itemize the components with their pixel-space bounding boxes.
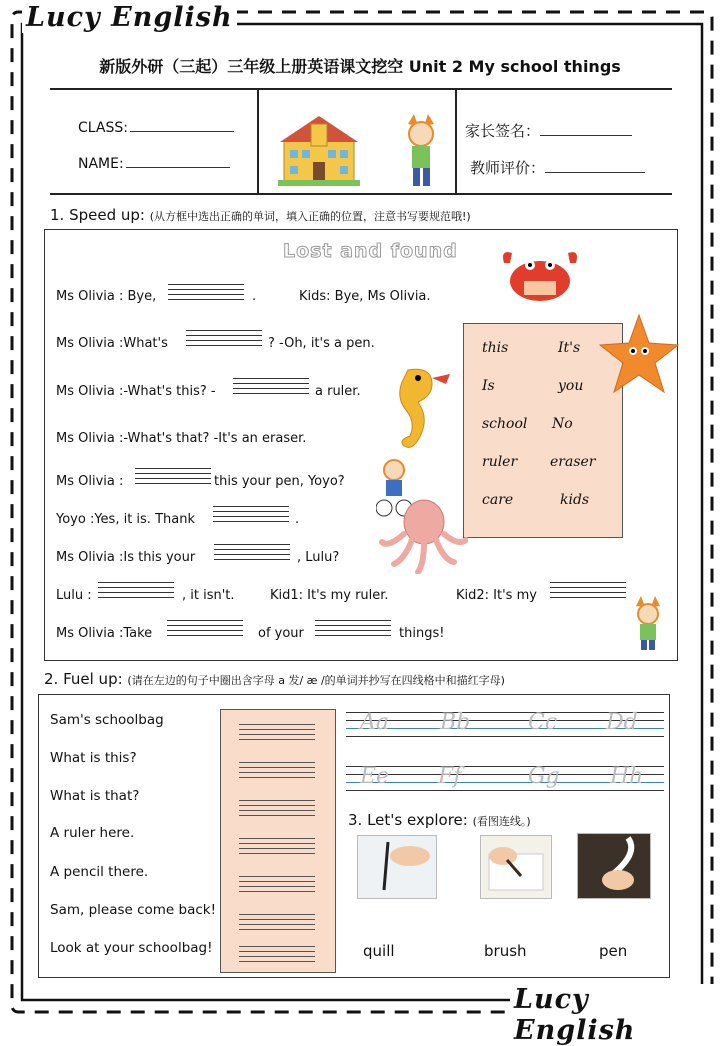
copy-writing-column	[220, 709, 336, 973]
word-option[interactable]: you	[558, 378, 584, 394]
school-building-icon	[278, 110, 360, 188]
dialogue-line-7a: Ms Olivia :Is this your	[56, 550, 196, 565]
header-bottom-rule	[50, 193, 672, 195]
parent-signature-label: 家长签名：	[465, 122, 541, 140]
parent-signature-field[interactable]	[465, 120, 632, 141]
blank-3[interactable]	[233, 378, 309, 398]
header-top-rule	[50, 88, 672, 90]
dialogue-line-9c: things!	[399, 626, 445, 641]
brand-logo-top: Lucy English	[22, 2, 237, 33]
trace-letter: Ee	[360, 764, 390, 789]
dialogue-line-8c: Kid1: It's my ruler.	[270, 588, 389, 603]
word-option[interactable]: No	[552, 416, 573, 432]
dialogue-line-8a: Lulu :	[56, 588, 92, 603]
word-option[interactable]: kids	[560, 492, 590, 508]
dialogue-line-4: Ms Olivia :-What's that? -It's an eraser.	[56, 431, 307, 446]
sentence-item: What is this?	[50, 750, 137, 766]
word-option[interactable]: this	[482, 340, 509, 356]
section1-note: (从方框中选出正确的单词，填入正确的位置，注意书写要规范哦!)	[149, 210, 471, 223]
brand-logo-bottom: Lucy English	[510, 984, 724, 1046]
four-line-grid[interactable]	[239, 946, 315, 966]
dialogue-line-3a: Ms Olivia :-What's this? -	[56, 384, 216, 399]
sentence-item: A ruler here.	[50, 825, 135, 841]
blank-5[interactable]	[135, 468, 211, 488]
trace-letter: Gg	[528, 764, 560, 789]
blank-6[interactable]	[213, 506, 289, 526]
photo-brush-writing[interactable]	[480, 835, 552, 899]
trace-letter: Aa	[360, 710, 390, 735]
trace-letter: Cc	[528, 710, 558, 735]
dialogue-line-8d: Kid2: It's my	[456, 588, 537, 603]
four-line-grid[interactable]	[239, 762, 315, 782]
dialogue-line-1b: .	[252, 289, 257, 304]
four-line-grid[interactable]	[239, 724, 315, 744]
dialogue-line-6a: Yoyo :Yes, it is. Thank	[56, 512, 195, 527]
trace-letter: Dd	[606, 710, 638, 735]
four-line-grid[interactable]	[239, 914, 315, 934]
trace-letter: Bb	[440, 710, 471, 735]
word-option[interactable]: ruler	[482, 454, 518, 470]
dialogue-line-9b: of your	[258, 626, 304, 641]
section3-note: (看图连线。)	[472, 815, 531, 828]
blank-10[interactable]	[167, 620, 243, 640]
section2-note: (请在左边的句子中圈出含字母 a 发/ æ /的单词并抄写在四线格中和描红字母)	[127, 674, 505, 687]
header-divider-1	[257, 88, 259, 195]
class-field[interactable]	[78, 120, 234, 136]
teacher-evaluation-label: 教师评价：	[470, 159, 546, 177]
four-line-grid[interactable]	[239, 876, 315, 896]
blank-9[interactable]	[550, 582, 626, 602]
dialogue-line-5a: Ms Olivia :	[56, 474, 124, 489]
sentence-item: Sam, please come back!	[50, 902, 217, 918]
page-title: 新版外研（三起）三年级上册英语课文挖空 Unit 2 My school things	[99, 57, 621, 76]
sentence-item: Sam's schoolbag	[50, 712, 164, 728]
fox-girl-small-icon	[630, 596, 666, 652]
word-option[interactable]: care	[482, 492, 514, 508]
blank-1[interactable]	[168, 284, 244, 304]
seahorse-icon	[388, 362, 452, 462]
header-divider-2	[455, 88, 457, 195]
sentence-item: A pencil there.	[50, 864, 149, 880]
caption-brush[interactable]: brush	[484, 942, 527, 960]
caption-quill[interactable]: quill	[363, 942, 395, 960]
blank-11[interactable]	[315, 620, 391, 640]
starfish-icon	[598, 313, 680, 395]
section3-heading	[348, 811, 531, 829]
dialogue-line-7b: , Lulu?	[297, 550, 340, 565]
crab-icon	[500, 243, 580, 303]
section2-heading	[44, 670, 505, 688]
dialogue-line-1c: Kids: Bye, Ms Olivia.	[299, 289, 431, 304]
class-label: CLASS:	[78, 120, 128, 136]
word-option[interactable]: Is	[482, 378, 495, 394]
word-option[interactable]: eraser	[550, 454, 596, 470]
four-line-grid[interactable]	[239, 838, 315, 858]
trace-letter: Hh	[610, 764, 644, 789]
blank-2[interactable]	[186, 330, 262, 350]
fox-girl-icon	[402, 114, 440, 192]
word-option[interactable]: school	[482, 416, 528, 432]
trace-letter: Ff	[438, 764, 462, 789]
four-line-grid[interactable]	[239, 800, 315, 820]
dialogue-line-2a: Ms Olivia :What's	[56, 336, 168, 351]
dialogue-line-1a: Ms Olivia : Bye,	[56, 289, 157, 304]
sentence-item: What is that?	[50, 788, 140, 804]
dialogue-line-8b: , it isn't.	[182, 588, 235, 603]
blank-7[interactable]	[214, 544, 290, 564]
name-field[interactable]	[78, 156, 230, 172]
dialogue-line-2b: ? -Oh, it's a pen.	[268, 336, 375, 351]
section2-title: 2. Fuel up:	[44, 670, 123, 688]
caption-pen[interactable]: pen	[599, 942, 628, 960]
photo-quill-writing[interactable]	[577, 833, 651, 899]
word-option[interactable]: It's	[558, 340, 581, 356]
section1-title: 1. Speed up:	[50, 206, 145, 224]
dialogue-line-3b: a ruler.	[315, 384, 361, 399]
section3-title: 3. Let's explore:	[348, 811, 468, 829]
name-label: NAME:	[78, 156, 124, 172]
octopus-icon	[378, 498, 468, 574]
teacher-evaluation-field[interactable]	[470, 157, 645, 178]
dialogue-line-6b: .	[295, 512, 300, 527]
blank-8[interactable]	[98, 582, 174, 602]
section1-heading	[50, 206, 471, 224]
dialogue-line-9a: Ms Olivia :Take	[56, 626, 153, 641]
dialogue-line-5b: this your pen, Yoyo?	[214, 474, 345, 489]
lost-and-found-heading: Lost and found	[283, 240, 458, 262]
sentence-item: Look at your schoolbag!	[50, 940, 213, 956]
photo-pen-writing[interactable]	[357, 835, 437, 899]
